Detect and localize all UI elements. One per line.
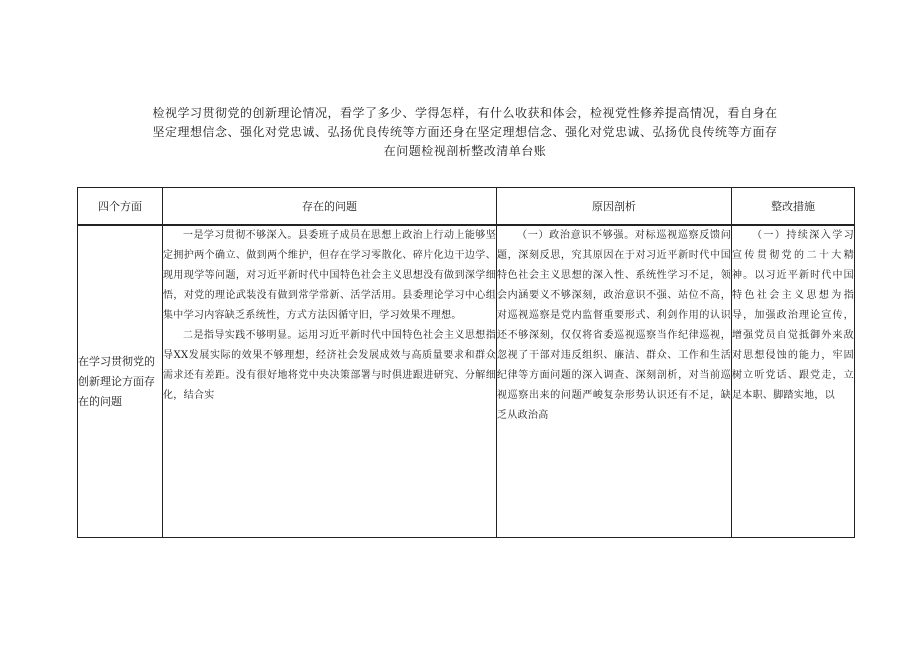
problem-paragraph: 一是学习贯彻不够深入。县委班子成员在思想上政治上行动上能够坚定拥护两个确立、做到两个维护，但存在学习零散化、碎片化边干边学、现用现学等问题，对习近平新时代中国特色社会主义思想没有做到深学细悟，对党的理论武装没有做到常学常新、活学活用。县委理论学习中心组集中学习内容缺乏系统性，方式方法因循守旧，学习效果不理想。 [163, 230, 496, 321]
document-title [100, 104, 830, 161]
aspect-cell: 在学习贯彻党的创新理论方面存在的问题 [78, 225, 163, 538]
measure-paragraph: （一）持续深入学习宣传贯彻党的二十大精神。以习近平新时代中国特色社会主义思想为指导，加强政治理论宣传，增强党员自觉抵御外来敌对思想侵蚀的能力，牢固树立听党话、跟党走，立足本职、脚踏实地，以 [732, 230, 854, 401]
title-line: 坚定理想信念、强化对党忠诚、弘扬优良传统等方面还身在坚定理想信念、强化对党忠诚、弘扬优良传统等方面存 [152, 125, 778, 139]
title-line: 检视学习贯彻党的创新理论情况，看学了多少、学得怎样，有什么收获和体会，检视党性修养提高情况，看自身在 [152, 106, 778, 120]
problem-paragraph: 二是指导实践不够明显。运用习近平新时代中国特色社会主义思想指导XX发展实际的效果不够理想，经济社会发展成效与高质量要求和群众需求还有差距。没有很好地将党中央决策部署与时俱进跟进研究、分解细化，结合实 [163, 330, 496, 401]
header-causes: 原因剖析 [497, 188, 732, 226]
header-aspect: 四个方面 [78, 188, 163, 226]
problems-cell [163, 225, 497, 538]
causes-cell [497, 225, 732, 538]
cause-paragraph: （一）政治意识不够强。对标巡视巡察反馈问题，深刻反思，究其原因在于对习近平新时代中国特色社会主义思想的深入性、系统性学习不足，领会内涵要义不够深刻，政治意识不强、站位不高，对巡视巡察是党内监督重要形式、利剑作用的认识还不够深刻，仅仅将省委巡视巡察当作纪律巡视，忽视了干部对违反组织、廉洁、群众、工作和生活纪律等方面问题的深入调查、深刻剖析，对当前巡视巡察出来的问题严峻复杂形势认识还有不足，缺乏从政治高 [497, 230, 731, 421]
rectification-ledger-table [77, 187, 855, 538]
header-measures: 整改措施 [732, 188, 855, 226]
header-problems: 存在的问题 [163, 188, 497, 226]
table-header-row [78, 188, 855, 226]
title-line: 在问题检视剖析整改清单台账 [383, 144, 547, 158]
table-row [78, 225, 855, 538]
measures-cell [732, 225, 855, 538]
